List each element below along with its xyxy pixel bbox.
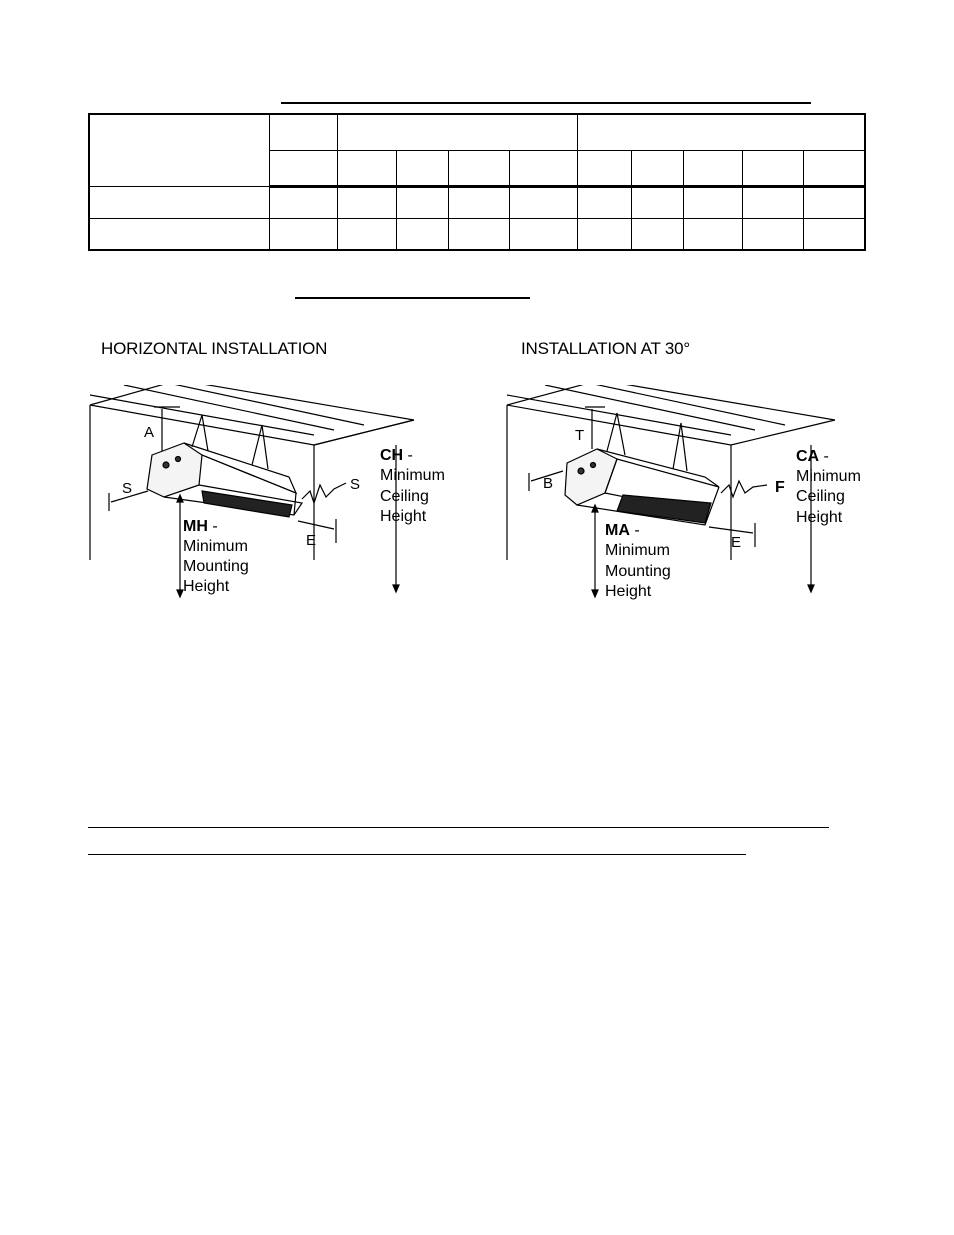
ma-line-2: Mounting [605,563,671,580]
label-ca: CA [796,448,820,465]
mh-line-2: Mounting [183,558,249,575]
table-header-cell [448,150,509,186]
heading-underline-figures [295,297,530,299]
table-header-group [577,114,865,150]
table-header-cell [337,150,396,186]
label-ma-dash: - [629,522,640,539]
label-f: F [775,479,785,496]
label-ca-dash: - [819,448,829,465]
ma-line-1: Minimum [605,542,670,559]
horizontal-installation-diagram [84,385,464,600]
label-ch: CH [380,447,404,464]
ca-line-2: Ceiling [796,488,845,505]
table-row [89,186,865,218]
mh-line-1: Minimum [183,538,248,555]
label-e-angled: E [731,534,742,551]
table-header-cell [683,150,742,186]
mh-line-3: Height [183,578,230,595]
table-header-cell [269,114,337,150]
ch-line-1: Minimum [380,467,445,484]
table-header-cell [803,150,865,186]
clearance-table [88,113,866,251]
svg-text:MA - [605,522,640,539]
angled-installation-diagram [505,385,875,600]
table-header-cell [269,150,337,186]
table-header-cell [577,150,631,186]
ca-line-3: Height [796,509,843,526]
label-mh: MH [183,518,208,535]
ch-line-2: Ceiling [380,488,429,505]
table-header-group [337,114,577,150]
svg-text:MH - [183,518,218,535]
table-header-cell [742,150,803,186]
table-row [89,218,865,250]
heading-underline-top [281,102,811,104]
label-ma: MA [605,522,630,539]
label-s-left: S [122,480,133,497]
table-header-cell [509,150,577,186]
underline-rule-2 [88,854,746,855]
label-e: E [306,532,317,549]
label-t: T [575,427,585,444]
ch-line-3: Height [380,508,427,525]
table-header-cell [396,150,448,186]
label-s-right: S [350,476,361,493]
svg-text:CH - [380,447,413,464]
ca-line-1: Minimum [796,468,861,485]
label-a: A [144,424,155,441]
table-header-cell [89,114,269,186]
table-header-cell [631,150,683,186]
label-b: B [543,475,554,492]
label-mh-dash: - [207,518,218,535]
ma-line-3: Height [605,583,652,600]
figure-title-angled: INSTALLATION AT 30° [521,339,690,358]
label-ch-dash: - [403,447,413,464]
svg-text:CA - [796,448,829,465]
figure-title-horizontal: HORIZONTAL INSTALLATION [101,339,328,358]
underline-rule-1 [88,827,829,828]
